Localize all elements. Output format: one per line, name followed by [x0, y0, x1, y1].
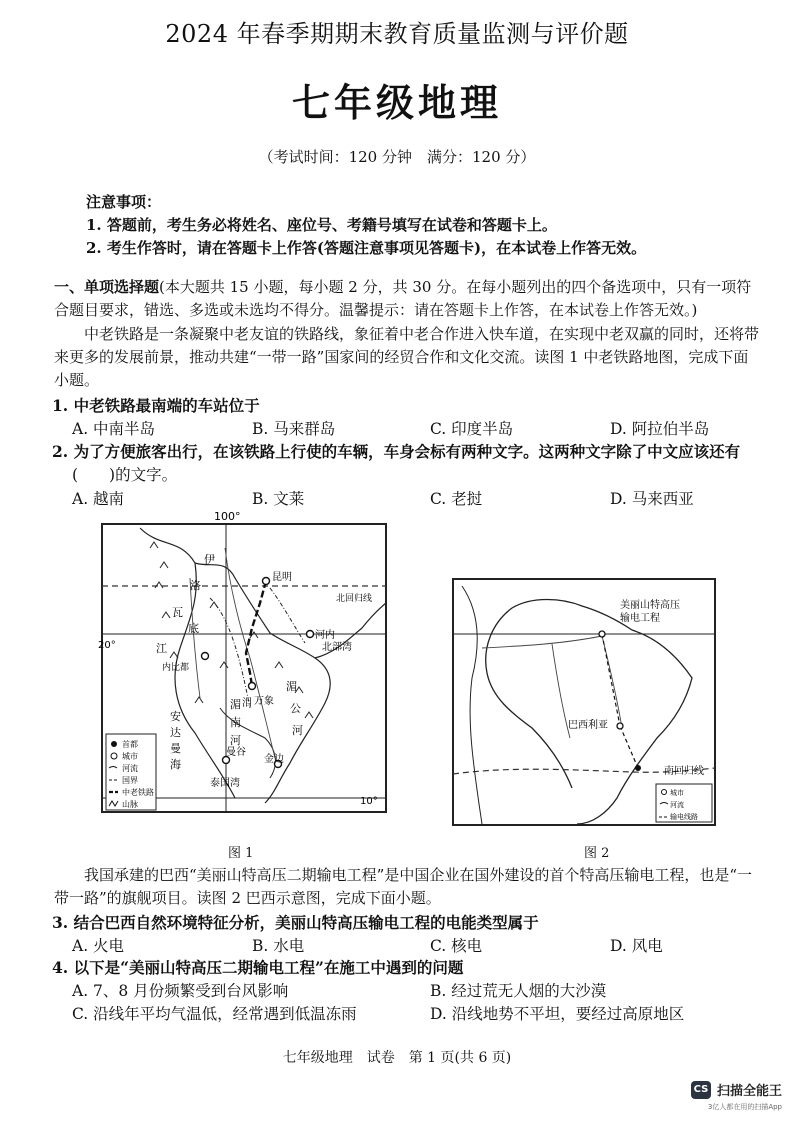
question-1-stem: 1. 中老铁路最南端的车站位于 — [52, 396, 260, 415]
section-intro — [54, 276, 760, 322]
map1-label-andaman-1: 安 — [170, 710, 181, 723]
map1-label-menam-3: 河 — [230, 734, 241, 747]
map1-label-andaman-2: 达 — [170, 726, 181, 739]
question-3-option-b: B. 水电 — [252, 937, 305, 955]
question-1-option-d: D. 阿拉伯半岛 — [610, 420, 710, 438]
map1-lat20-label: 20° — [98, 640, 116, 651]
map2-legend-river: 河流 — [670, 801, 684, 809]
notes-title: 注意事项： — [86, 193, 162, 211]
map1-label-phnompenh: 金边 — [264, 754, 284, 765]
map1-label-andaman-4: 海 — [170, 758, 181, 771]
map1-legend-railway: 中老铁路 — [122, 788, 154, 797]
question-4-stem: 4. 以下是“美丽山特高压二期输电工程”在施工中遇到的问题 — [52, 958, 464, 977]
map-china-laos-railway — [100, 508, 390, 838]
scanner-app-name: 扫描全能王 — [716, 1084, 782, 1099]
map2-label-brasilia: 巴西利亚 — [568, 720, 608, 731]
question-3-option-c: C. 核电 — [430, 937, 483, 955]
map1-tropic-label: 北回归线 — [336, 594, 373, 604]
map1-label-mekong-1: 湄 — [286, 680, 297, 693]
question-2-option-d: D. 马来西亚 — [610, 490, 694, 508]
question-4-option-b: B. 经过荒无人烟的大沙漠 — [430, 982, 607, 1000]
map2-legend-city: 城市 — [670, 789, 684, 797]
question-2-stem: 2. 为了方便旅客出行，在该铁路上行使的车辆，车身会标有两种文字。这两种文字除了中文应该还有 — [52, 442, 741, 461]
map1-label-irrawaddy-3: 瓦 — [172, 606, 183, 619]
map1-legend-capital: 首都 — [122, 740, 138, 749]
question-2-option-a: A. 越南 — [72, 490, 125, 508]
map1-lat10-label: 10° — [360, 796, 378, 807]
exam-info: （考试时间：120 分钟 满分：120 分） — [258, 148, 536, 166]
note-item: 2. 考生作答时，请在答题卡上作答(答题注意事项见答题卡)，在本试卷上作答无效。 — [86, 239, 647, 257]
map1-label-irrawaddy-4: 底 — [188, 622, 199, 635]
page-footer: 七年级地理 试卷 第 1 页(共 6 页) — [282, 1050, 512, 1066]
map1-legend-river: 河流 — [122, 764, 138, 773]
section-rules: (本大题共 15 小题，每小题 2 分，共 30 分。在每小题列出的四个备选项中，只有一项符合题目要求，错选、多选或未选均不得分。温馨提示：请在答题卡上作答，在本试卷上作答无效。) — [54, 278, 752, 319]
map1-lon-label: 100° — [214, 510, 241, 523]
section-heading: 一、单项选择题 — [54, 278, 160, 296]
map1-label-mekong-2: 公 — [290, 702, 301, 715]
map1-legend-mountain: 山脉 — [122, 800, 138, 809]
question-2-option-c: C. 老挝 — [430, 490, 483, 508]
map1-label-kunming: 昆明 — [272, 572, 292, 583]
figure-2-caption: 图 2 — [584, 846, 610, 861]
note-item: 1. 答题前，考生务必将姓名、座位号、考籍号填写在试卷和答题卡上。 — [86, 216, 557, 234]
question-4-option-d: D. 沿线地势不平坦，要经过高原地区 — [430, 1005, 685, 1023]
question-1-option-a: A. 中南半岛 — [72, 420, 156, 438]
map1-label-bangkok: 曼谷 — [226, 747, 246, 758]
question-4-option-c: C. 沿线年平均气温低，经常遇到低温冻雨 — [72, 1005, 357, 1023]
question-1-option-c: C. 印度半岛 — [430, 420, 514, 438]
figure-1 — [98, 508, 390, 861]
map2-project-label: 美丽山特高压 — [620, 600, 680, 611]
passage-1: 中老铁路是一条凝聚中老友谊的铁路线，象征着中老合作进入快车道，在实现中老双赢的同时，还将带来更多的发展前景，推动共建“一带一路”国家间的经贸合作和文化交流。读图 1 中老铁路地图，完成下面小题。 — [54, 325, 760, 389]
map1-label-vientiane: 万象 — [254, 696, 274, 707]
map1-label-beibu: 北部湾 — [322, 642, 352, 653]
question-3-option-d: D. 风电 — [610, 937, 663, 955]
exam-title: 2024 年春季期期末教育质量监测与评价题 — [165, 20, 629, 48]
map1-legend-border: 国界 — [122, 776, 138, 785]
map1-label-menam-2: 南 — [230, 716, 241, 729]
question-3-option-a: A. 火电 — [72, 937, 125, 955]
scanner-watermark — [691, 1080, 782, 1111]
map1-label-irrawaddy-1: 伊 — [204, 553, 215, 566]
map-brazil — [452, 578, 716, 826]
scanner-logo-icon: CS — [691, 1081, 711, 1099]
map1-label-irrawaddy-2: 洛 — [190, 579, 201, 592]
map2-legend-line: 输电线路 — [670, 813, 698, 821]
question-2-stem-cont: ( )的文字。 — [72, 466, 178, 484]
question-1-option-b: B. 马来群岛 — [252, 420, 336, 438]
scanner-slogan: 3亿人都在用的扫描App — [707, 1103, 782, 1111]
map2-project-label-2: 输电工程 — [620, 613, 660, 624]
map1-label-vientiane-prefix: 泪 — [242, 698, 252, 709]
map1-label-menam-1: 湄 — [230, 698, 241, 711]
map1-legend-city: 城市 — [122, 752, 138, 761]
passage-2: 我国承建的巴西“美丽山特高压二期输电工程”是中国企业在国外建设的首个特高压输电工程，也是“一带一路”的旗舰项目。读图 2 巴西示意图，完成下面小题。 — [54, 866, 753, 907]
map1-label-irrawaddy-5: 江 — [156, 642, 167, 655]
question-2-option-b: B. 文莱 — [252, 490, 305, 508]
map1-label-mekong-3: 河 — [292, 724, 303, 737]
question-3-stem: 3. 结合巴西自然环境特征分析，美丽山特高压输电工程的电能类型属于 — [52, 913, 539, 932]
figure-2 — [452, 578, 716, 861]
figure-1-caption: 图 1 — [228, 846, 254, 861]
map1-label-hanoi: 河内 — [315, 630, 335, 641]
subject-title: 七年级地理 — [291, 80, 502, 125]
question-4-option-a: A. 7、8 月份频繁受到台风影响 — [72, 982, 289, 1000]
map1-label-andaman-3: 曼 — [170, 742, 181, 755]
map2-tropic-label: 南回归线 — [664, 766, 704, 777]
map1-label-gulf: 泰国湾 — [210, 778, 240, 789]
map1-label-naypyidaw: 内比都 — [162, 663, 190, 673]
